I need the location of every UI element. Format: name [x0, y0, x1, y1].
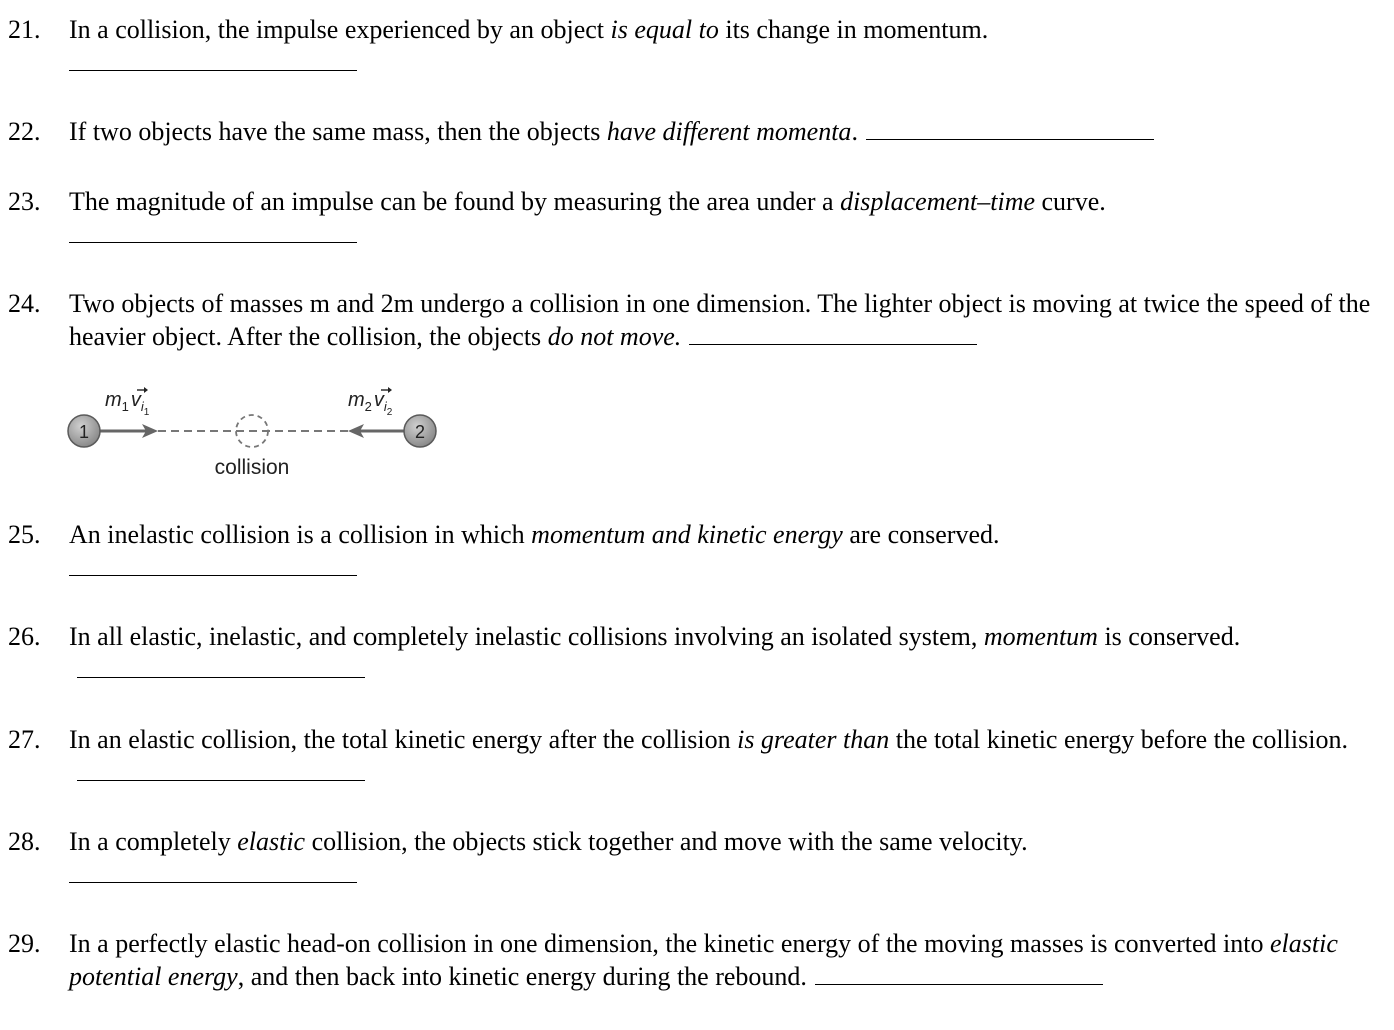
question-21 [8, 13, 1388, 71]
question-text-part: In a collision, the impulse experienced by an object [69, 15, 611, 44]
question-text [69, 825, 1379, 883]
question-text-part: In a completely [69, 827, 238, 856]
momentum-label-left: $m_1$ $v_{i1}$ [105, 389, 150, 418]
momentum-label-right: $m_2$ $v_{i2}$ [348, 389, 393, 418]
question-27 [8, 723, 1388, 789]
answer-blank[interactable] [866, 117, 1154, 140]
question-text [69, 518, 1379, 576]
question-text [69, 723, 1379, 789]
question-24 [8, 287, 1388, 353]
question-emphasis: is equal to [610, 15, 719, 44]
question-emphasis: elastic potential energy [69, 929, 1338, 991]
question-22 [8, 115, 1388, 148]
question-text-part: . [851, 117, 858, 146]
question-text [69, 115, 1379, 148]
question-text [69, 287, 1379, 353]
question-text-part: curve. [1035, 187, 1106, 216]
question-text-part: An inelastic collision is a collision in which [69, 520, 532, 549]
question-28 [8, 825, 1388, 883]
question-number: 27. [8, 725, 41, 754]
question-number: 21. [8, 15, 41, 44]
question-25 [8, 518, 1388, 576]
answer-blank[interactable] [69, 553, 357, 576]
question-number: 25. [8, 520, 41, 549]
answer-blank[interactable] [69, 220, 357, 243]
answer-blank[interactable] [689, 322, 977, 345]
question-text-part: , and then back into kinetic energy during the rebound. [237, 962, 807, 991]
question-text-part: collision, the objects stick together and move with the same velocity. [305, 827, 1028, 856]
question-number: 22. [8, 117, 41, 146]
question-emphasis: is greater than [737, 725, 890, 754]
question-text [69, 620, 1379, 686]
answer-blank[interactable] [77, 655, 365, 678]
question-text-part: The magnitude of an impulse can be found by measuring the area under a [69, 187, 841, 216]
question-text-part: Two objects of masses m and 2m undergo a collision in one dimension. The lighter object is moving at twice the speed of the heavier object. After the collision, the objects [69, 289, 1371, 351]
answer-blank[interactable] [815, 962, 1103, 985]
question-number: 24. [8, 289, 41, 318]
question-emphasis: have different momenta [606, 117, 852, 146]
question-emphasis: elastic [237, 827, 306, 856]
ball-2-label: 2 [414, 422, 426, 442]
question-text-part: its change in momentum. [718, 15, 989, 44]
question-text-part: the total kinetic energy before the collision. [889, 725, 1348, 754]
vector-arrowhead-icon [144, 387, 148, 393]
question-number: 23. [8, 187, 41, 216]
ball-1-label: 1 [78, 422, 90, 442]
collision-diagram [60, 380, 460, 490]
answer-blank[interactable] [69, 48, 357, 71]
question-text [69, 13, 1379, 71]
question-number: 29. [8, 929, 41, 958]
question-text-part: In an elastic collision, the total kinetic energy after the collision [69, 725, 738, 754]
question-emphasis: do not move. [547, 322, 682, 351]
question-number: 26. [8, 622, 41, 651]
question-text [69, 927, 1379, 993]
question-text-part: are conserved. [842, 520, 1000, 549]
question-text-part: is conserved. [1097, 622, 1241, 651]
question-emphasis: momentum [983, 622, 1098, 651]
question-29 [8, 927, 1388, 993]
question-number: 28. [8, 827, 41, 856]
question-emphasis: displacement–time [840, 187, 1036, 216]
question-text-part: In all elastic, inelastic, and completely inelastic collisions involving an isolated system, [69, 622, 984, 651]
vector-arrowhead-icon [388, 387, 392, 393]
question-text [69, 185, 1379, 243]
question-23 [8, 185, 1388, 243]
question-26 [8, 620, 1388, 686]
diagram-caption: collision [214, 456, 290, 479]
answer-blank[interactable] [69, 860, 357, 883]
question-text-part: In a perfectly elastic head-on collision in one dimension, the kinetic energy of the moving masses is converted into [69, 929, 1270, 958]
answer-blank[interactable] [77, 758, 365, 781]
question-text-part: If two objects have the same mass, then the objects [69, 117, 607, 146]
question-emphasis: momentum and kinetic energy [531, 520, 843, 549]
